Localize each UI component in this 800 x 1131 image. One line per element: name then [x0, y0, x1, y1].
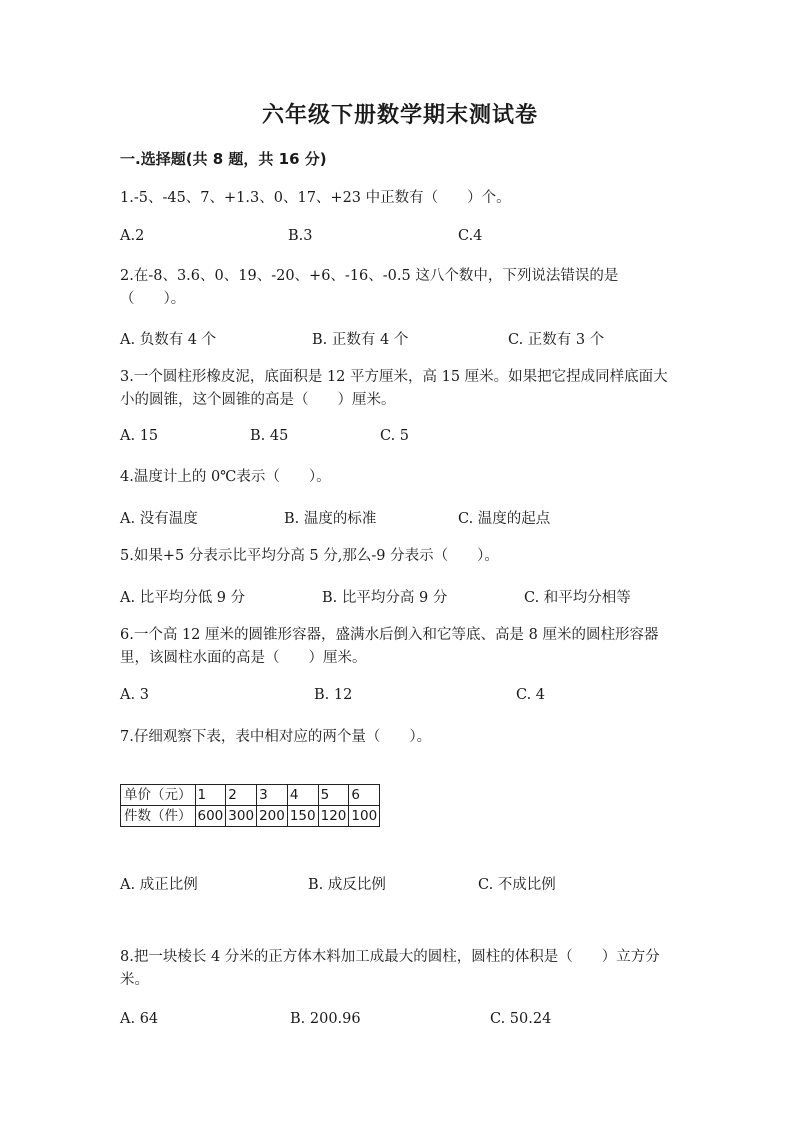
table-cell: 3 [257, 785, 288, 806]
table-cell: 1 [195, 785, 226, 806]
question-options [120, 586, 680, 608]
table-cell: 6 [349, 785, 380, 806]
option-a: A. 负数有 4 个 [120, 332, 217, 348]
option-b: B. 200.96 [290, 1011, 361, 1027]
table-row [121, 785, 380, 806]
table-cell: 5 [318, 785, 349, 806]
option-c: C. 不成比例 [478, 877, 556, 893]
price-quantity-table [120, 784, 380, 827]
option-c: C. 4 [516, 687, 546, 703]
question-options [120, 428, 680, 450]
option-b: B. 成反比例 [308, 877, 386, 893]
table-cell: 600 [195, 806, 226, 827]
table-cell: 2 [226, 785, 257, 806]
table-cell: 300 [226, 806, 257, 827]
option-a: A. 3 [120, 687, 149, 703]
question-options [120, 1011, 680, 1033]
question-stem: 2.在-8、3.6、0、19、-20、+6、-16、-0.5 这八个数中，下列说法错误的是（ ）。 [120, 268, 619, 307]
option-a: A. 比平均分低 9 分 [120, 590, 246, 606]
table-cell: 件数（件） [121, 806, 196, 827]
table-cell: 150 [287, 806, 318, 827]
option-b: B. 12 [314, 687, 353, 703]
table-row [121, 806, 380, 827]
table-cell: 4 [287, 785, 318, 806]
question-options [120, 873, 680, 895]
option-b: B. 比平均分高 9 分 [322, 590, 448, 606]
option-a: A. 成正比例 [120, 877, 198, 893]
section-heading: 一.选择题(共 8 题，共 16 分) [120, 150, 327, 168]
question-options [120, 328, 680, 350]
question-stem: 3.一个圆柱形橡皮泥，底面积是 12 平方厘米，高 15 厘米。如果把它捏成同样底面大小的圆锥，这个圆锥的高是（ ）厘米。 [120, 369, 668, 408]
question-stem: 5.如果+5 分表示比平均分高 5 分,那么-9 分表示（ ）。 [120, 548, 499, 564]
option-c: C. 50.24 [490, 1011, 552, 1027]
table-cell: 200 [257, 806, 288, 827]
question-options [120, 507, 680, 529]
table-cell: 单价（元） [121, 785, 196, 806]
option-b: B. 正数有 4 个 [312, 332, 409, 348]
question-stem: 6.一个高 12 厘米的圆锥形容器，盛满水后倒入和它等底、高是 8 厘米的圆柱形容器里，该圆柱水面的高是（ ）厘米。 [120, 627, 659, 666]
page-title: 六年级下册数学期末测试卷 [261, 103, 538, 128]
option-c: C. 和平均分相等 [524, 590, 631, 606]
table-cell: 100 [349, 806, 380, 827]
option-c: C. 5 [380, 428, 410, 444]
question-stem: 4.温度计上的 0℃表示（ ）。 [120, 469, 331, 485]
question-options [120, 228, 680, 250]
option-b: B.3 [288, 228, 313, 244]
option-a: A. 15 [120, 428, 159, 444]
question-stem: 7.仔细观察下表，表中相对应的两个量（ ）。 [120, 729, 432, 745]
option-c: C. 温度的起点 [458, 511, 551, 527]
option-c: C.4 [458, 228, 483, 244]
question-stem: 8.把一块棱长 4 分米的正方体木料加工成最大的圆柱，圆柱的体积是（ ）立方分米。 [120, 949, 660, 988]
option-b: B. 45 [250, 428, 289, 444]
option-a: A. 64 [120, 1011, 159, 1027]
option-c: C. 正数有 3 个 [508, 332, 605, 348]
option-b: B. 温度的标准 [284, 511, 377, 527]
option-a: A.2 [120, 228, 145, 244]
question-stem: 1.-5、-45、7、+1.3、0、17、+23 中正数有（ ）个。 [120, 190, 511, 206]
question-options [120, 687, 680, 709]
table-cell: 120 [318, 806, 349, 827]
option-a: A. 没有温度 [120, 511, 198, 527]
